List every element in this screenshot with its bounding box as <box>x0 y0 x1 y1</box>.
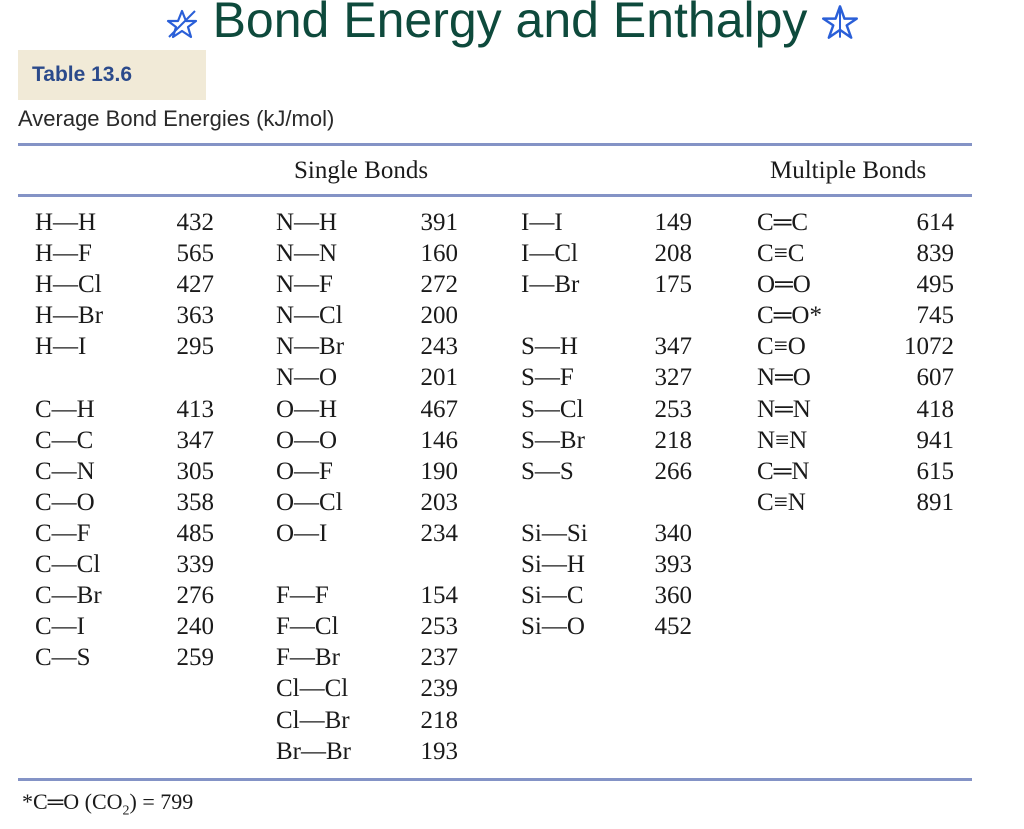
bond-energy-value: 607 <box>916 364 954 392</box>
bond-formula: I—I <box>521 209 563 236</box>
bond-energy-value: 339 <box>176 551 214 579</box>
bond-formula: O—O <box>276 426 338 454</box>
bond-formula: C═O* <box>757 302 822 330</box>
bond-energy-value: 485 <box>176 519 214 547</box>
energy-column-4 <box>880 207 954 518</box>
bond-energy-value: 565 <box>176 240 214 268</box>
bond-energy-value: 193 <box>420 737 458 765</box>
bond-energy-value: 259 <box>176 644 214 672</box>
energy-column-3 <box>628 207 692 642</box>
bond-energy-value: 243 <box>420 333 458 361</box>
bond-formula: N—O <box>276 364 338 392</box>
bond-formula: C═C <box>757 209 809 236</box>
bond-energy-value: 200 <box>420 302 458 330</box>
star-icon <box>821 0 859 54</box>
bond-energy-value: 340 <box>654 519 692 547</box>
bond-formula: S—Br <box>521 426 585 454</box>
bond-energy-value: 391 <box>420 209 458 236</box>
bond-column-1 <box>35 207 125 673</box>
star-icon <box>165 0 199 54</box>
bond-formula: C—C <box>35 426 94 454</box>
bond-formula: O—I <box>276 519 328 547</box>
bond-energy-value: 272 <box>420 271 458 299</box>
bond-formula <box>276 549 376 580</box>
bond-formula: I—Cl <box>521 240 578 268</box>
bond-formula: H—H <box>35 209 97 236</box>
bond-formula: O—Cl <box>276 488 343 516</box>
bond-energy-value <box>150 362 214 393</box>
bond-energy-value: 467 <box>420 395 458 423</box>
bond-formula: C—N <box>35 457 95 485</box>
table-caption: Average Bond Energies (kJ/mol) <box>18 106 335 131</box>
bond-energy-value: 201 <box>420 364 458 392</box>
table-footnote: *C═O $(CO_2) = 799$ <box>22 789 194 819</box>
bond-energy-value: 418 <box>916 395 954 423</box>
bond-formula: Cl—Cl <box>276 675 349 703</box>
bond-energy-value: 305 <box>176 457 214 485</box>
bond-formula: O—H <box>276 395 338 423</box>
title-text: Bond Energy and Enthalpy <box>212 0 808 48</box>
bond-formula <box>521 487 621 518</box>
bond-energy-value: 347 <box>176 426 214 454</box>
bond-formula: H—Cl <box>35 271 102 299</box>
bond-energy-value: 413 <box>176 395 214 423</box>
bond-column-2 <box>276 207 376 767</box>
bond-column-3 <box>521 207 621 642</box>
bond-formula: C≡C <box>757 240 805 268</box>
single-bonds-header: Single Bonds <box>294 157 429 184</box>
bond-energy-value: 327 <box>654 364 692 392</box>
bond-energy-value: 941 <box>916 426 954 454</box>
bond-energy-value: 452 <box>654 613 692 641</box>
bond-energy-value: 203 <box>420 488 458 516</box>
bond-formula: C═N <box>757 457 810 485</box>
bond-energy-value: 146 <box>420 426 458 454</box>
bond-formula: Si—C <box>521 582 584 610</box>
bond-energy-value: 190 <box>420 457 458 485</box>
table-top-rule <box>18 143 972 146</box>
bond-formula: C≡N <box>757 488 806 516</box>
bond-formula: S—F <box>521 364 574 392</box>
bond-energy-value: 218 <box>654 426 692 454</box>
bond-energy-value: 234 <box>420 519 458 547</box>
bond-energy-value: 175 <box>654 271 692 299</box>
bond-energy-value: 276 <box>176 582 214 610</box>
bond-energy-value: 295 <box>176 333 214 361</box>
bond-energy-value: 393 <box>654 551 692 579</box>
bond-energy-value <box>628 487 692 518</box>
bond-energy-value: 160 <box>420 240 458 268</box>
header-rule <box>18 194 972 197</box>
bond-formula: Cl—Br <box>276 706 350 734</box>
energy-column-2 <box>394 207 458 767</box>
bond-formula: H—F <box>35 240 92 268</box>
bond-energy-value: 154 <box>420 582 458 610</box>
bond-formula: C—H <box>35 395 95 423</box>
bond-energy-value: 149 <box>654 209 692 236</box>
bond-column-4 <box>757 207 857 518</box>
bond-formula: I—Br <box>521 271 580 299</box>
bond-energy-value: 253 <box>654 395 692 423</box>
bond-energy-value: 363 <box>176 302 214 330</box>
bond-formula: C—Cl <box>35 551 101 579</box>
page-title <box>0 0 1024 54</box>
bond-energy-value: 266 <box>654 457 692 485</box>
bond-energy-value: 432 <box>176 209 214 236</box>
bond-formula: S—Cl <box>521 395 584 423</box>
bond-energy-value: 208 <box>654 240 692 268</box>
bond-formula: C—S <box>35 644 91 672</box>
bond-formula: C—O <box>35 488 95 516</box>
bond-formula: C—Br <box>35 582 102 610</box>
bond-formula: O—F <box>276 457 333 485</box>
bond-formula: S—S <box>521 457 574 485</box>
bond-formula: N—N <box>276 240 338 268</box>
bond-formula: C≡O <box>757 333 806 361</box>
energy-column-1 <box>150 207 214 673</box>
bond-energy-value: 237 <box>420 644 458 672</box>
bond-energy-value: 891 <box>916 488 954 516</box>
multiple-bonds-header: Multiple Bonds <box>770 157 927 184</box>
bond-energy-value: 347 <box>654 333 692 361</box>
bond-formula: O═O <box>757 271 811 299</box>
bond-energy-value: 1072 <box>904 333 954 361</box>
bond-formula: C—I <box>35 613 85 641</box>
bond-formula: Si—H <box>521 551 585 579</box>
bond-formula: F—Cl <box>276 613 339 641</box>
bond-formula: Si—Si <box>521 519 588 547</box>
bond-energy-value: 239 <box>420 675 458 703</box>
bond-formula: H—Br <box>35 302 104 330</box>
bond-formula: N≡N <box>757 426 808 454</box>
bond-energy-value: 427 <box>176 271 214 299</box>
bond-energy-value: 839 <box>916 240 954 268</box>
bond-energy-value: 495 <box>916 271 954 299</box>
bond-formula: N═N <box>757 395 811 423</box>
bond-formula: Si—O <box>521 613 585 641</box>
bond-formula: N—Br <box>276 333 345 361</box>
bond-energy-value: 218 <box>420 706 458 734</box>
bond-energy-value: 614 <box>916 209 954 236</box>
bond-formula: H—I <box>35 333 87 361</box>
bond-energy-value: 745 <box>916 302 954 330</box>
bond-energy-value <box>628 300 692 331</box>
bond-energy-value: 360 <box>654 582 692 610</box>
bond-formula: F—F <box>276 582 329 610</box>
bond-energy-value: 615 <box>916 457 954 485</box>
table-number: Table 13.6 <box>18 50 206 100</box>
bond-energy-value <box>394 549 458 580</box>
bond-formula: N—H <box>276 209 338 236</box>
bond-formula: N—F <box>276 271 333 299</box>
bond-formula: N═O <box>757 364 811 392</box>
bond-energy-value: 240 <box>176 613 214 641</box>
bond-formula <box>35 362 125 393</box>
bond-formula <box>521 300 621 331</box>
bond-formula: Br—Br <box>276 737 351 765</box>
bond-formula: C—F <box>35 519 91 547</box>
bond-formula: S—H <box>521 333 578 361</box>
table-bottom-rule <box>18 778 972 781</box>
bond-energy-value: 253 <box>420 613 458 641</box>
bond-formula: F—Br <box>276 644 340 672</box>
bond-energy-value: 358 <box>176 488 214 516</box>
bond-formula: N—Cl <box>276 302 343 330</box>
